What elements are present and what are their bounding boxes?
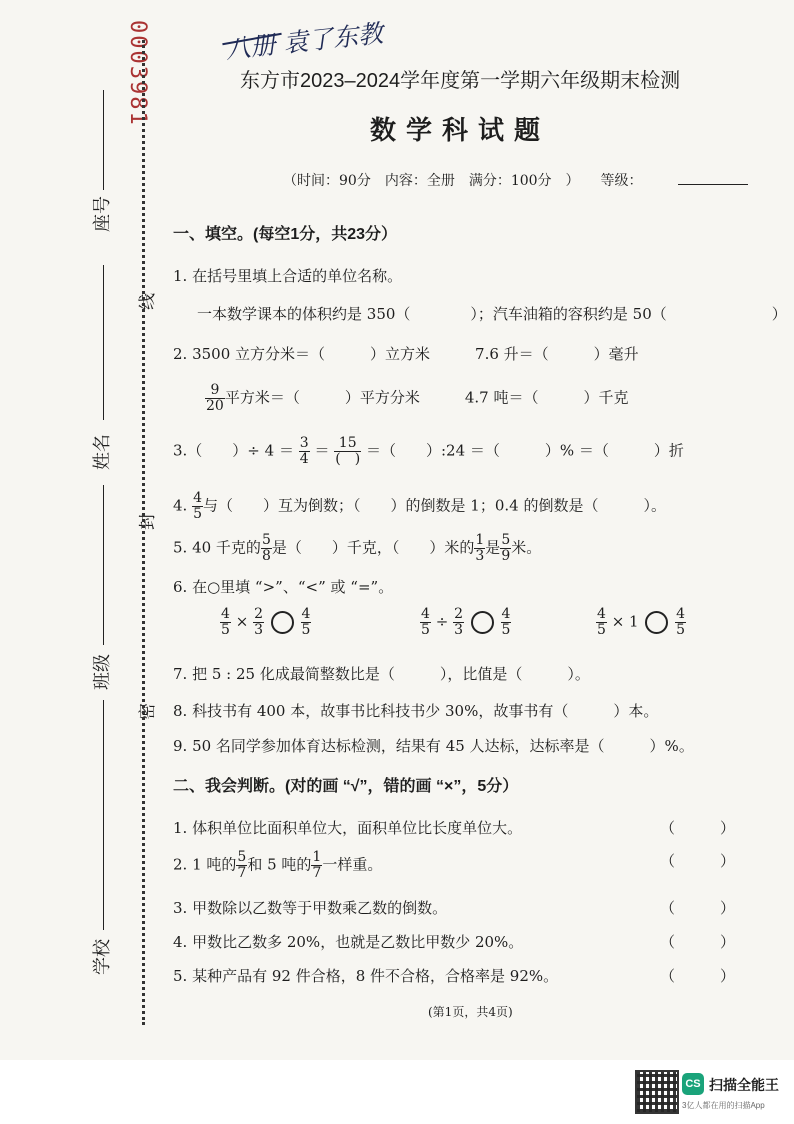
q2-5: 5. 某种产品有 92 件合格，8 件不合格，合格率是 92%。 — [173, 967, 559, 985]
camscanner-logo-icon: CS — [682, 1073, 704, 1095]
fraction: $\frac{1}{3}$ — [475, 532, 485, 564]
q1-4: 4. $\frac{4}{5}$ 与（ ）互为倒数；（ ）的倒数是 1；0.4 的倒数是（ ）。 — [173, 490, 666, 522]
q1-1: 1. 在括号里填上合适的单位名称。 — [173, 267, 403, 285]
fraction: $\frac{5}{9}$ — [501, 532, 511, 564]
exam-info: （时间：90分 内容：全册 满分：100分 ） 等级： — [283, 173, 643, 189]
fraction: $\frac{15}{( )}$ — [335, 435, 361, 467]
q1-6-item-1: $\frac{4}{5}$ × $\frac{2}{3}$ $\frac{4}{5}$ — [221, 606, 311, 638]
handwritten-note: 八册 袁了东教 — [224, 18, 385, 65]
q1-6-item-2: $\frac{4}{5}$ ÷ $\frac{2}{3}$ $\frac{4}{5}$ — [421, 606, 511, 638]
subject-title: 数学科试题 — [370, 115, 551, 145]
q1-1-line: 一本数学课本的体积约是 350（ ）；汽车油箱的容积约是 50（ ） — [197, 305, 787, 323]
q1-2a: 2. 3500 立方分米＝（ ）立方米 7.6 升＝（ ）毫升 — [173, 345, 639, 363]
q1-6: 6. 在○里填 “>”、“<” 或 “=”。 — [173, 578, 394, 596]
scanner-tagline: 3亿人都在用的扫描App — [682, 1101, 765, 1110]
q2-3-answer[interactable]: （ ） — [660, 899, 736, 917]
school-line — [103, 700, 104, 930]
compare-circle[interactable] — [271, 611, 294, 634]
compare-circle[interactable] — [471, 611, 494, 634]
seat-label: 座号 — [92, 196, 112, 232]
q2-1-answer[interactable]: （ ） — [660, 819, 736, 837]
section1-heading: 一、填空。(每空1分，共23分） — [173, 226, 398, 243]
fraction: $\frac{1}{7}$ — [312, 849, 322, 881]
dotted-binding-line — [142, 40, 145, 1025]
seal-seal-char: 封 — [138, 513, 157, 530]
class-line — [103, 485, 104, 645]
q2-5-answer[interactable]: （ ） — [660, 967, 736, 985]
fraction: $\frac{4}{5}$ — [193, 490, 203, 522]
q2-1: 1. 体积单位比面积单位大，面积单位比长度单位大。 — [173, 819, 523, 837]
q1-9: 9. 50 名同学参加体育达标检测，结果有 45 人达标，达标率是（ ）%。 — [173, 737, 694, 755]
grade-blank[interactable] — [678, 184, 748, 185]
q2-2: 2. 1 吨的 $\frac{5}{7}$ 和 5 吨的 $\frac{1}{7}$ 一样重。 — [173, 849, 383, 881]
q2-3: 3. 甲数除以乙数等于甲数乘乙数的倒数。 — [173, 899, 448, 917]
q1-3: 3.（ ）÷ 4 ＝ $\frac{3}{4}$ ＝ $\frac{15}{( )}$ ＝（ ）:24 ＝（ ）% ＝（ ）折 — [173, 435, 684, 467]
q1-5: 5. 40 千克的 $\frac{5}{8}$ 是（ ）千克，（ ）米的 $\frac{1}{3}$ 是 $\frac{5}{9}$ 米。 — [173, 532, 542, 564]
class-label: 班级 — [92, 654, 112, 690]
name-line — [103, 265, 104, 420]
q1-6-item-3: $\frac{4}{5}$ × 1 $\frac{4}{5}$ — [597, 606, 686, 638]
serial-number: 0003981 — [125, 20, 150, 127]
seat-line — [103, 90, 104, 190]
fraction: $\frac{3}{4}$ — [299, 435, 309, 467]
q2-4: 4. 甲数比乙数多 20%，也就是乙数比甲数少 20%。 — [173, 933, 524, 951]
exam-title: 东方市2023–2024学年度第一学期六年级期末检测 — [240, 70, 681, 92]
q2-2-answer[interactable]: （ ） — [660, 852, 736, 870]
seal-secret-char: 密 — [138, 703, 157, 720]
section2-heading: 二、我会判断。(对的画 “√”，错的画 “×”，5分） — [173, 778, 519, 795]
fraction: $\frac{5}{8}$ — [261, 532, 271, 564]
name-label: 姓名 — [92, 434, 112, 470]
q1-2b: $\frac{9}{20}$ 平方米＝（ ）平方分米 4.7 吨＝（ ）千克 — [206, 382, 629, 414]
q1-8: 8. 科技书有 400 本，故事书比科技书少 30%，故事书有（ ）本。 — [173, 702, 659, 720]
q2-4-answer[interactable]: （ ） — [660, 933, 736, 951]
qr-code-icon — [635, 1070, 679, 1114]
seal-line-char: 线 — [138, 293, 157, 310]
q1-7: 7. 把 5 : 25 化成最简整数比是（ ），比值是（ ）。 — [173, 665, 590, 683]
scanner-app-name: 扫描全能王 — [709, 1077, 779, 1093]
fraction: $\frac{5}{7}$ — [237, 849, 247, 881]
compare-circle[interactable] — [645, 611, 668, 634]
fraction: $\frac{9}{20}$ — [206, 382, 224, 414]
page-footer: (第1页，共4页) — [428, 1005, 513, 1019]
school-label: 学校 — [92, 939, 112, 975]
